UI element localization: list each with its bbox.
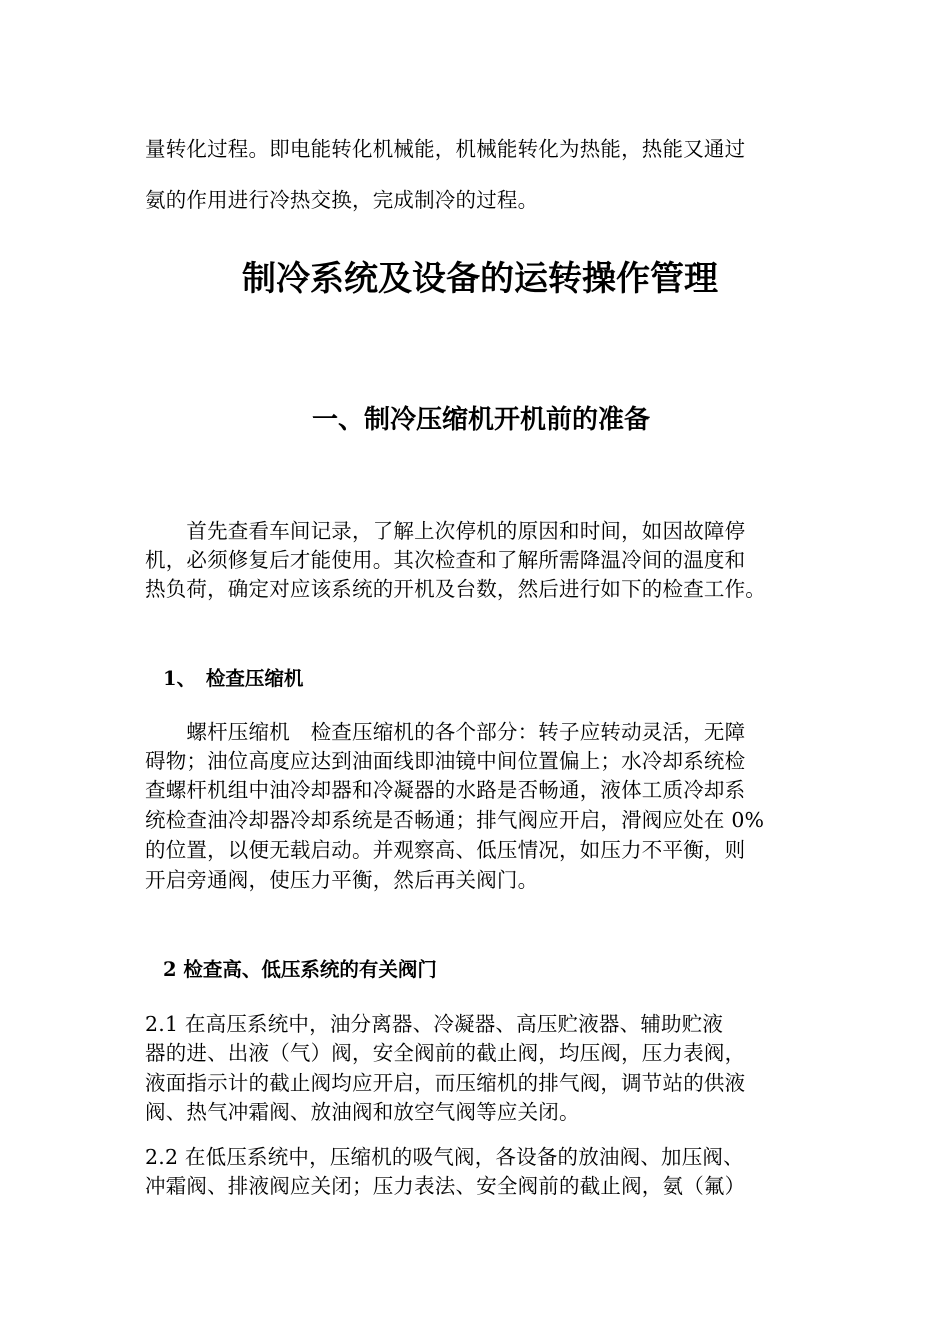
subsection-2-1-line: 液面指示计的截止阀均应开启，而压缩机的排气阀，调节站的供液 [145,1071,746,1095]
document-title: 制冷系统及设备的运转操作管理 [242,259,718,299]
section-1-para-line: 热负荷，确定对应该系统的开机及台数，然后进行如下的检查工作。 [145,577,766,601]
section-1-para-line: 首先查看车间记录，了解上次停机的原因和时间，如因故障停 [145,519,746,543]
subsection-2-heading: 2 检查高、低压系统的有关阀门 [163,958,437,981]
subsection-2-2-line: 冲霜阀、排液阀应关闭；压力表法、安全阀前的截止阀，氨（氟） [145,1174,746,1198]
intro-line-1: 量转化过程。即电能转化机械能，机械能转化为热能，热能又通过 [145,137,746,161]
subsection-2-1-line: 器的进、出液（气）阀，安全阀前的截止阀，均压阀，压力表阀， [145,1041,746,1065]
subsection-1-para-line: 螺杆压缩机 检查压缩机的各个部分：转子应转动灵活，无障 [145,720,746,744]
subsection-2-1-line: 2.1 在高压系统中，油分离器、冷凝器、高压贮液器、辅助贮液 [145,1012,724,1036]
intro-line-2: 氨的作用进行冷热交换，完成制冷的过程。 [145,188,539,212]
subsection-1-para-line: 查螺杆机组中油冷却器和冷凝器的水路是否畅通，液体工质冷却系 [145,778,746,802]
section-1-para-line: 机，必须修复后才能使用。其次检查和了解所需降温冷间的温度和 [145,548,746,572]
section-1-heading: 一、制冷压缩机开机前的准备 [311,405,650,435]
subsection-1-heading: 1、 检查压缩机 [163,667,304,690]
subsection-2-2-line: 2.2 在低压系统中，压缩机的吸气阀，各设备的放油阀、加压阀、 [145,1145,744,1169]
subsection-1-para-line: 开启旁通阀，使压力平衡，然后再关阀门。 [145,868,539,892]
subsection-1-para-line: 碍物；油位高度应达到油面线即油镜中间位置偏上；水冷却系统检 [145,749,746,773]
subsection-1-para-line: 统检查油冷却器冷却系统是否畅通；排气阀应开启，滑阀应处在 0% [145,808,765,832]
subsection-1-para-line: 的位置，以便无载启动。并观察高、低压情况，如压力不平衡，则 [145,838,746,862]
subsection-2-1-line: 阀、热气冲霜阀、放油阀和放空气阀等应关闭。 [145,1100,580,1124]
